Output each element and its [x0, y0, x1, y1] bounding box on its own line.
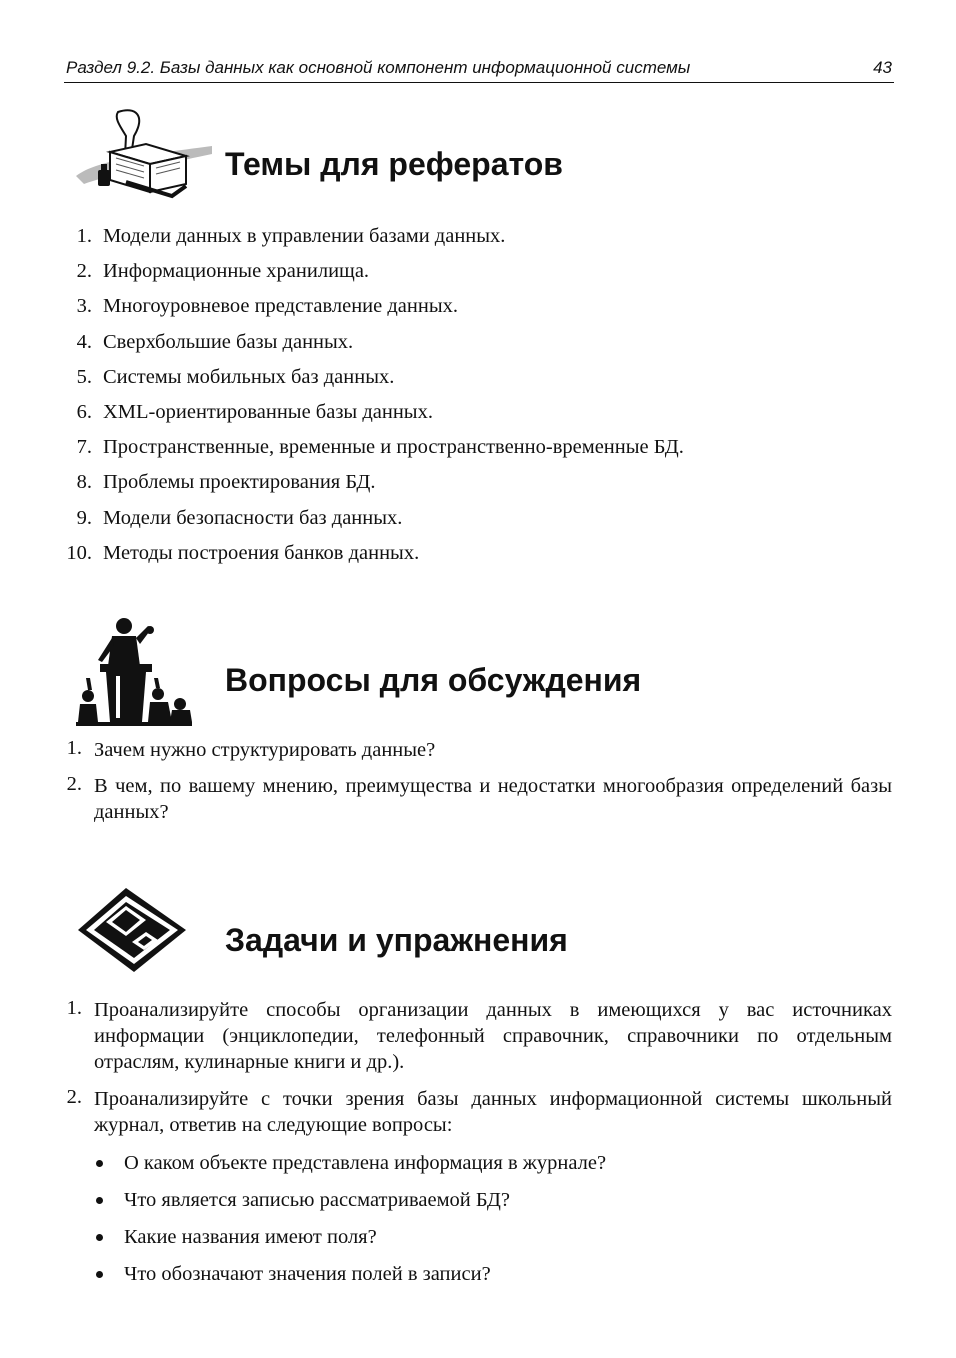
bullet-icon	[96, 1197, 103, 1204]
item-text: Модели безопасности баз данных.	[103, 506, 403, 529]
discussion-list	[64, 737, 892, 825]
item-number: 4.	[76, 330, 92, 353]
list-item	[64, 400, 894, 435]
exercises-list	[64, 997, 892, 1138]
bullet-icon	[96, 1271, 103, 1278]
item-text: Зачем нужно структурировать данные?	[94, 739, 436, 761]
item-number: 1.	[66, 997, 82, 1019]
running-header	[64, 56, 894, 83]
bullet-text: Что является записью рассматриваемой БД?	[124, 1189, 510, 1211]
item-text: Модели данных в управлении базами данных.	[103, 225, 506, 247]
item-text: Системы мобильных баз данных.	[103, 365, 395, 388]
bullet-item	[96, 1151, 892, 1188]
item-text: Сверхбольшие базы данных.	[103, 330, 354, 353]
page-number: 43	[873, 58, 892, 77]
item-number: 3.	[76, 295, 92, 318]
item-text: Методы построения банков данных.	[103, 541, 420, 564]
discussion-section-title: Вопросы для обсуждения	[225, 662, 642, 698]
list-item	[64, 541, 894, 576]
item-number: 7.	[76, 436, 92, 459]
item-text: XML-ориентированные базы данных.	[103, 400, 433, 423]
list-item	[64, 224, 894, 259]
bullet-text: О каком объекте представлена информация в журнале?	[124, 1152, 607, 1174]
item-text: Пространственные, временные и пространственно-временные БД.	[103, 436, 684, 459]
bullet-icon	[96, 1160, 103, 1167]
item-number: 5.	[76, 365, 92, 388]
item-number: 9.	[76, 506, 92, 529]
bullet-text: Что обозначают значения полей в записи?	[124, 1263, 491, 1285]
item-text: Проблемы проектирования БД.	[103, 471, 376, 494]
floppy-disk-icon	[76, 886, 188, 974]
item-number: 1.	[76, 225, 92, 247]
exercises-section-title: Задачи и упражнения	[225, 922, 568, 958]
list-item	[64, 330, 894, 365]
item-text: Проанализируйте с точки зрения базы данных информационной системы школьный журнал, ответив на следующие вопросы:	[94, 1088, 892, 1136]
item-text: В чем, по вашему мнению, преимущества и недостатки многообразия определений базы данных?	[94, 775, 892, 823]
item-number: 10.	[66, 541, 92, 564]
list-item	[64, 737, 892, 773]
questions-bullet-list	[96, 1151, 892, 1299]
item-text: Многоуровневое представление данных.	[103, 295, 458, 318]
list-item	[64, 294, 894, 329]
list-item	[64, 435, 894, 470]
item-number: 2.	[66, 1086, 82, 1108]
bullet-item	[96, 1225, 892, 1262]
item-number: 2.	[76, 260, 92, 283]
topics-section-title: Темы для рефератов	[225, 146, 563, 182]
list-item	[64, 365, 894, 400]
bullet-icon	[96, 1234, 103, 1241]
list-item	[64, 997, 892, 1086]
item-text: Проанализируйте способы организации данных в имеющихся у вас источниках информации (энциклопедии, телефонный справочник, справочники по отдельным отраслям, кулинарные книги и др.).	[94, 999, 892, 1073]
item-number: 1.	[66, 737, 82, 759]
bullet-item	[96, 1262, 892, 1299]
item-number: 6.	[76, 400, 92, 423]
speaker-podium-icon	[76, 616, 192, 726]
item-number: 8.	[76, 471, 92, 494]
bullet-item	[96, 1188, 892, 1225]
book-and-quill-icon	[76, 106, 212, 210]
item-number: 2.	[66, 773, 82, 795]
list-item	[64, 259, 894, 294]
list-item	[64, 470, 894, 505]
item-text: Информационные хранилища.	[103, 260, 370, 283]
list-item	[64, 506, 894, 541]
list-item	[64, 1086, 892, 1138]
chapter-title: Раздел 9.2. Базы данных как основной компонент информационной системы	[66, 58, 691, 77]
topics-list	[64, 224, 894, 576]
list-item	[64, 773, 892, 825]
bullet-text: Какие названия имеют поля?	[124, 1226, 377, 1248]
